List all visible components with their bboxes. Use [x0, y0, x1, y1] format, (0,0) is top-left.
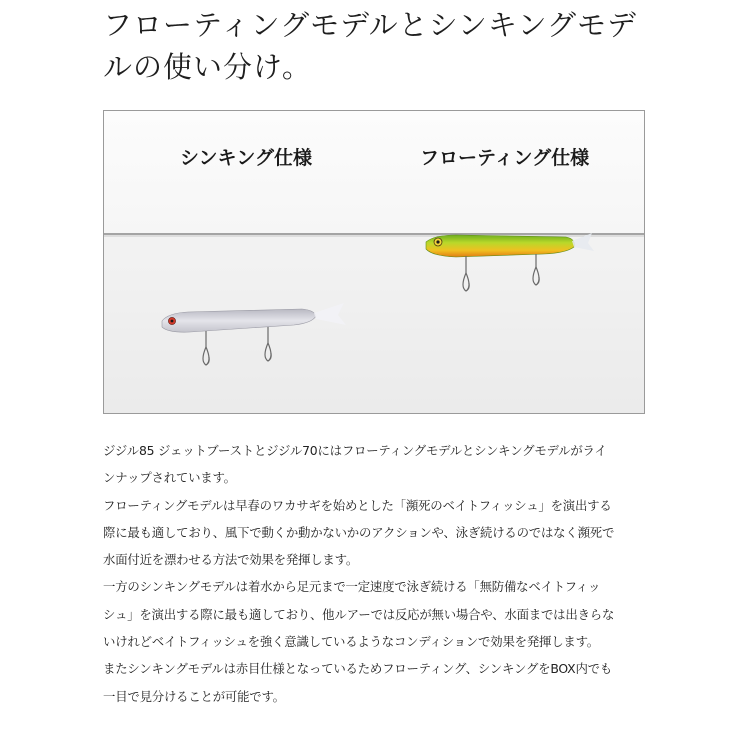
lure-comparison-photo	[103, 110, 645, 414]
description-line: いけれどベイトフィッシュを強く意識しているようなコンディションで効果を発揮します。	[103, 634, 599, 650]
description-line: フローティングモデルは早春のワカサギを始めとした「瀕死のベイトフィッシュ」を演出する	[103, 497, 612, 513]
description-line: ンナップされています。	[103, 470, 236, 486]
description-line: 際に最も適しており、風下で動くか動かないかのアクションや、泳ぎ続けるのではなく瀕死で	[103, 524, 615, 540]
description-line: またシンキングモデルは赤目仕様となっているためフローティング、シンキングをBOX内でも	[103, 661, 613, 677]
page-heading-line-2: ルの使い分け。	[103, 50, 312, 84]
description-line: シュ」を演出する際に最も適しており、他ルアーでは反応が無い場合や、水面までは出きらな	[103, 606, 615, 622]
page-heading	[103, 4, 663, 88]
description-line: 一目で見分けることが可能です。	[103, 688, 285, 704]
floating-spec-label: フローティング仕様	[420, 147, 590, 169]
description-text	[103, 437, 645, 710]
sinking-spec-label: シンキング仕様	[180, 147, 312, 169]
description-line: 一方のシンキングモデルは着水から足元まで一定速度で泳ぎ続ける「無防備なベイトフィッ	[103, 579, 601, 595]
description-line: ジジル85 ジェットブーストとジジル70にはフローティングモデルとシンキングモデルがライ	[103, 443, 607, 458]
page-heading-line-1: フローティングモデルとシンキングモデ	[103, 8, 638, 42]
description-line: 水面付近を漂わせる方法で効果を発揮します。	[103, 552, 359, 568]
